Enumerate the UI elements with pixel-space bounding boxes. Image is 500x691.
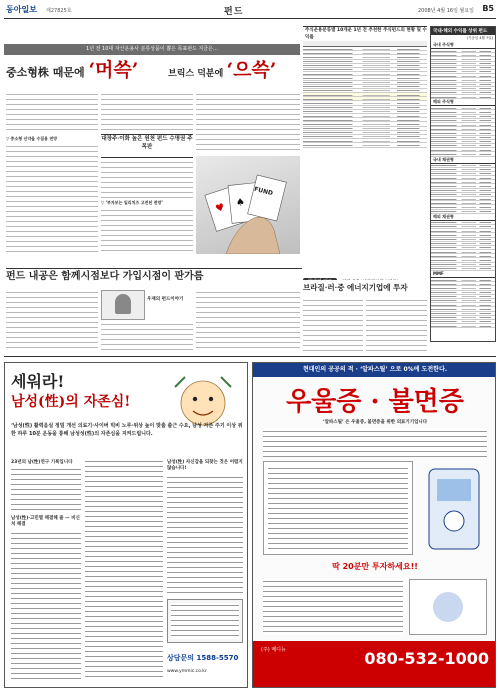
svg-text:♥: ♥ (214, 202, 227, 216)
table-title: 주식운용분류별 10개운 1년 전 추천한 주식펀드의 현황 및 수익률 (305, 28, 427, 40)
ad-phone-number[interactable]: 080-532-1000 (364, 649, 489, 668)
article-text (6, 92, 98, 134)
ad-kicker: 현대인의 공공의 적 · ‘알파스틸’ 으로 0%에 도전한다. (253, 363, 496, 377)
side-panel (430, 26, 496, 342)
ad-body-text (11, 531, 81, 681)
article-text (303, 298, 363, 352)
ad-feature-box (263, 461, 413, 555)
side-section-title: MMF (431, 271, 495, 278)
banner-headline (6, 56, 166, 86)
page-number: B5 (482, 4, 494, 13)
article-text (6, 290, 98, 352)
mid-story-headline: 펀드 내공은 함께시점보다 가입시점이 판가름 (6, 268, 302, 286)
article-text (101, 160, 193, 198)
ad-brand: (주) 메디뉴 (261, 647, 286, 653)
side-section-title: 국내 채권형 (431, 157, 495, 164)
section-divider (4, 356, 496, 357)
ad-phone: 상담문의 1588-5570 (167, 654, 239, 662)
issue-date: 2008년 4월 16일 월요일 (417, 8, 474, 14)
ad-feature-text (268, 466, 408, 550)
right-story-headline: 브라질·러·중 에너지기업에 투자 (303, 283, 408, 292)
side-panel-subtitle: (기준일 4월 7일) (466, 36, 493, 40)
ad-cartoon (161, 369, 243, 429)
headline-emphasis: ‘머쓱’ (88, 59, 139, 81)
side-panel-sections (431, 42, 495, 328)
columnist-photo (101, 290, 145, 320)
newspaper-logo: 동아일보 (6, 5, 37, 14)
columnist-portrait (115, 294, 131, 314)
ad-note: ‘알파스틸’ 은 우울증, 불면증을 위한 의료기기입니다 (322, 420, 428, 425)
article-text (101, 92, 193, 132)
side-section-title: 해외 주식형 (431, 99, 495, 106)
headline-part: 중소형株 때문에 (6, 66, 85, 79)
ad-headline-2: 남성(性)의 자존심! (11, 394, 131, 410)
ad-body-text (263, 429, 487, 457)
photo-caption: FUND (253, 185, 274, 198)
banner-headline-2 (168, 56, 300, 86)
ad-footer (253, 641, 496, 688)
article-subhead: ▽ ‘부자보는 일리치즈 고전된 전망’ (101, 200, 163, 205)
side-panel-title: 국내·해외 수익률 상위 펀드 (431, 27, 495, 35)
article-text (366, 298, 427, 352)
ad-info-box (167, 599, 243, 643)
side-section-rows (431, 106, 495, 156)
ad-sub-head: 남성(性)·고민별 해결해 줄 — 비신처 해결 (11, 516, 80, 527)
ad-body-text (11, 467, 81, 513)
svg-text:♠: ♠ (235, 196, 246, 209)
side-row (431, 324, 495, 328)
fund-cards-illustration (196, 156, 300, 254)
table-body (303, 47, 427, 148)
ad-device-illustration (419, 461, 489, 557)
right-story-tag (303, 268, 427, 280)
article-text (101, 322, 193, 352)
headline-emphasis: ‘으쓱’ (226, 59, 277, 81)
ad-body-text (263, 579, 403, 635)
ad-product-image (433, 592, 463, 622)
ad-url: www.ymmic.co.kr (167, 669, 207, 674)
headline-part: 브릭스 덕분에 (168, 69, 224, 79)
new-fund-tag (303, 278, 337, 280)
ad-depression (252, 362, 496, 688)
side-section-title: 국내 주식형 (431, 42, 495, 49)
article-text (101, 208, 193, 254)
ad-male-health (4, 362, 248, 688)
ad-headline: 우울증 · 불면증 (286, 387, 464, 417)
banner-kicker: 1년 전 10대 자산운용사 분류상품이 뽑은 목표펀드 지금은… (4, 44, 300, 55)
ad-body-text (167, 475, 243, 595)
article-subhead: ▽ 중소형 신약을 수집용 전망 (6, 136, 58, 141)
article-photo (196, 156, 300, 254)
side-section-rows (431, 49, 495, 99)
table-row (303, 143, 427, 147)
article-text (196, 92, 300, 152)
fund-table (303, 26, 427, 262)
ad-col-head: 23년의 남(性)연구 기록입니다 (11, 460, 73, 465)
article-text (6, 144, 98, 254)
ad-headline-1: 세워라! (11, 372, 65, 391)
ad-product-photo (409, 579, 487, 635)
ad-intro: ‘남성(性) 활력음실 정밀 개선 의료기·사이버 빅비 노루·위상 높이 맞춤 출근 수요, 남성 자존 주기 이상 위한 하루 10분 운동을 통해 남성성(性)의 자존심을 지켜드립니다. (11, 423, 243, 437)
article-pullquote: 대장주·이화 높은 원천 펀드 수명권 주목판 (101, 134, 193, 158)
article-text (196, 290, 300, 352)
issue-number: 제27825호 (46, 8, 72, 14)
side-section-rows (431, 278, 495, 328)
section-title: 펀드 (224, 7, 244, 17)
side-section-rows (431, 164, 495, 214)
masthead (4, 3, 496, 19)
columnist-byline: 우재의 펀드이야기 (147, 297, 184, 302)
side-section-title: 해외 채권형 (431, 214, 495, 221)
ad-info-text (171, 603, 239, 639)
ad-cta: 딱 20분만 투자하세요!! (332, 562, 418, 571)
ad-body-text (85, 459, 163, 681)
ad-col-head: 남성(性) 자신감을 되찾는 것은 어렵지 않습니다! (167, 460, 243, 471)
side-section-rows (431, 221, 495, 271)
